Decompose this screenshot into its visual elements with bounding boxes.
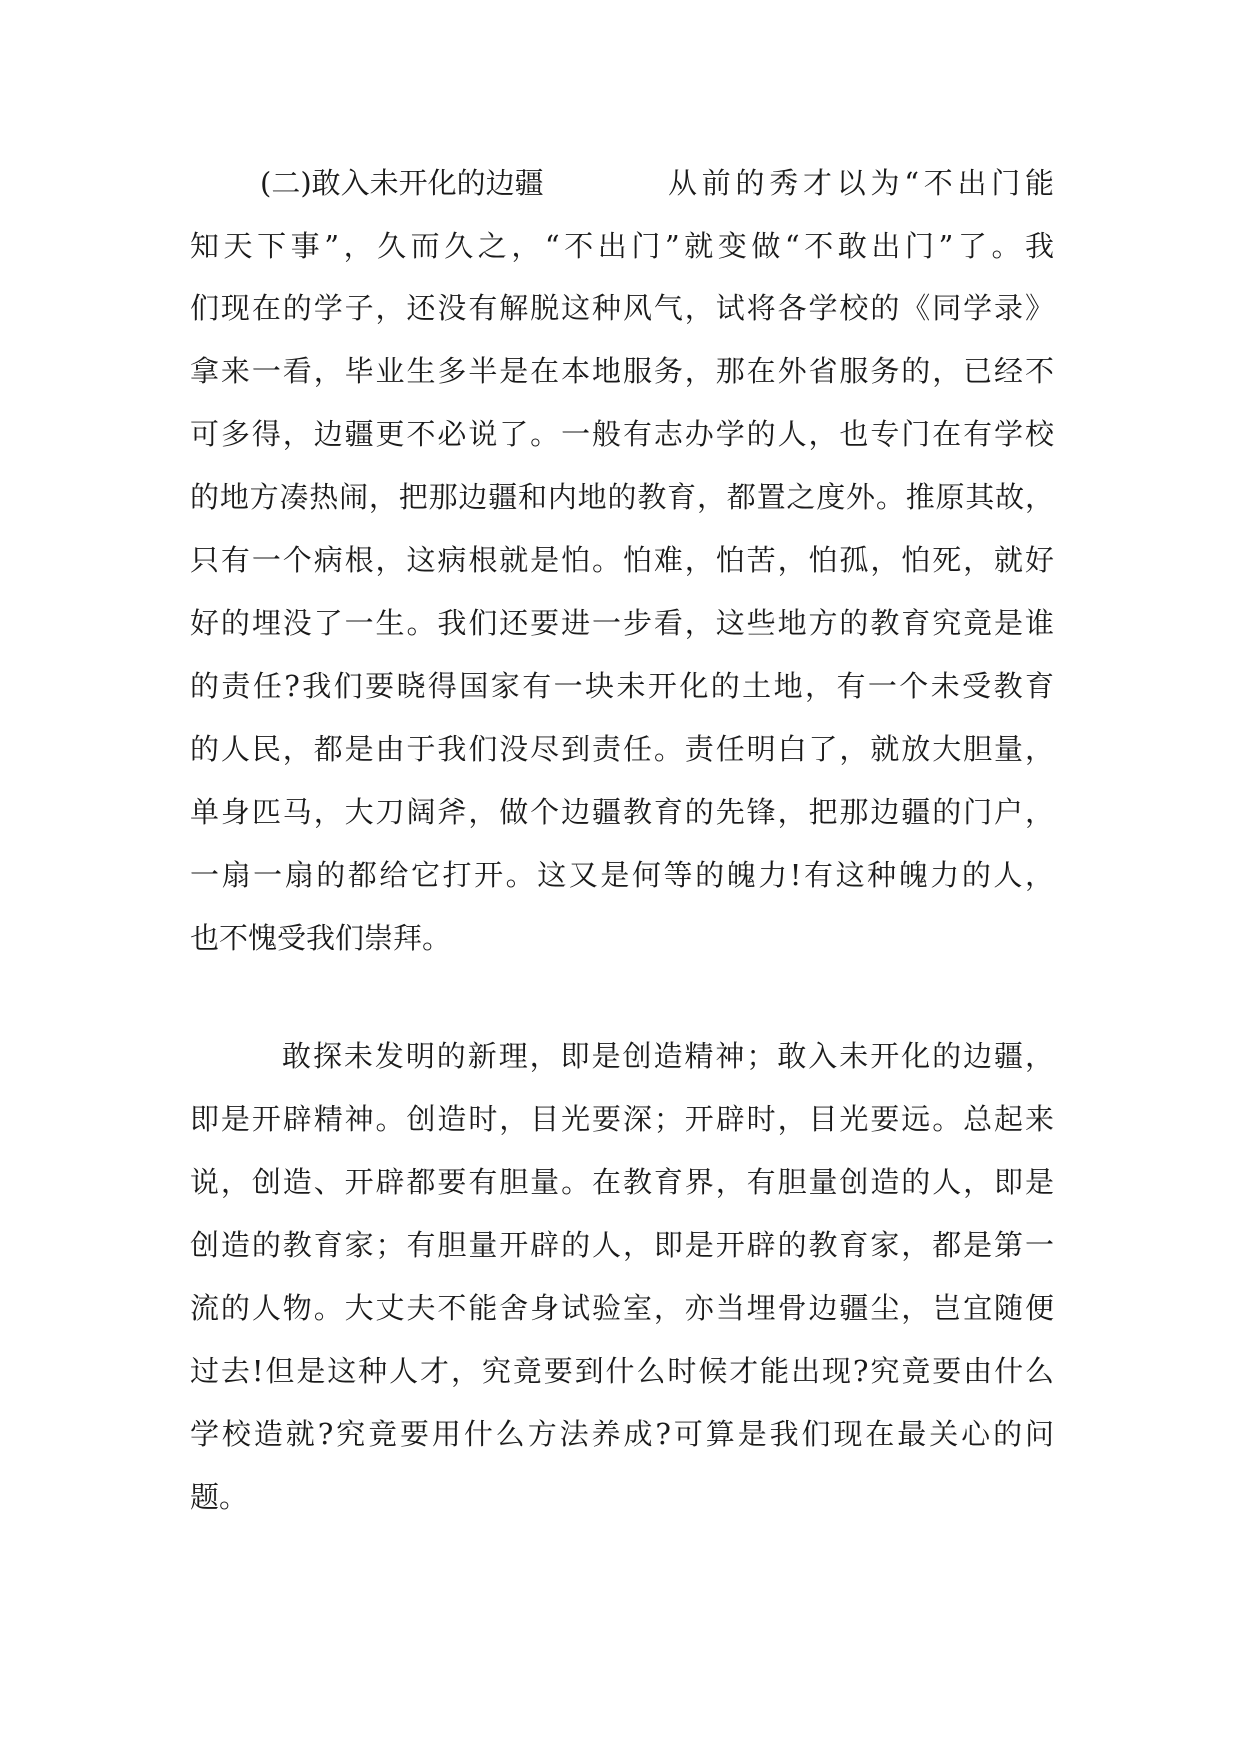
paragraph-1-line-4: 拿来一看，毕业生多半是在本地服务，那在外省服务的，已经不	[190, 354, 1054, 388]
paragraph-1-line-9: 的责任?我们要晓得国家有一块未开化的土地，有一个未受教育	[190, 669, 1054, 703]
paragraph-1-line-13: 也不愧受我们崇拜。	[190, 921, 452, 955]
paragraph-2-line-4: 创造的教育家；有胆量开辟的人，即是开辟的教育家，都是第一	[190, 1228, 1054, 1262]
paragraph-2-line-2: 即是开辟精神。创造时，目光要深；开辟时，目光要远。总起来	[190, 1102, 1054, 1136]
paragraph-1-line-11: 单身匹马，大刀阔斧，做个边疆教育的先锋，把那边疆的门户，	[190, 795, 1054, 829]
paragraph-1-line-6: 的地方凑热闹，把那边疆和内地的教育，都置之度外。推原其故，	[190, 480, 1054, 514]
paragraph-1-line-8: 好的埋没了一生。我们还要进一步看，这些地方的教育究竟是谁	[190, 606, 1054, 640]
paragraph-1-line-2: 知天下事”，久而久之，“不出门”就变做“不敢出门”了。我	[190, 229, 1054, 263]
paragraph-1-line-3: 们现在的学子，还没有解脱这种风气，试将各学校的《同学录》	[190, 291, 1054, 325]
paragraph-2-line-7: 学校造就?究竟要用什么方法养成?可算是我们现在最关心的问	[190, 1417, 1054, 1451]
paragraph-2-line-3: 说，创造、开辟都要有胆量。在教育界，有胆量创造的人，即是	[190, 1165, 1054, 1199]
paragraph-2-line-8: 题。	[190, 1480, 249, 1514]
paragraph-1-line-10: 的人民，都是由于我们没尽到责任。责任明白了，就放大胆量，	[190, 732, 1054, 766]
paragraph-2-line-6: 过去!但是这种人才，究竟要到什么时候才能出现?究竟要由什么	[190, 1354, 1054, 1388]
paragraph-1-line-1: 从前的秀才以为“不出门能	[668, 166, 1054, 200]
paragraph-1-line-5: 可多得，边疆更不必说了。一般有志办学的人，也专门在有学校	[190, 417, 1054, 451]
paragraph-1-line-12: 一扇一扇的都给它打开。这又是何等的魄力!有这种魄力的人，	[190, 858, 1054, 892]
paragraph-1-line-7: 只有一个病根，这病根就是怕。怕难，怕苦，怕孤，怕死，就好	[190, 543, 1054, 577]
paragraph-2-line-5: 流的人物。大丈夫不能舍身试验室，亦当埋骨边疆尘，岂宜随便	[190, 1291, 1054, 1325]
paragraph-2-line-1: 敢探未发明的新理，即是创造精神；敢入未开化的边疆，	[282, 1039, 1054, 1073]
section-heading: (二)敢入未开化的边疆	[260, 166, 544, 200]
